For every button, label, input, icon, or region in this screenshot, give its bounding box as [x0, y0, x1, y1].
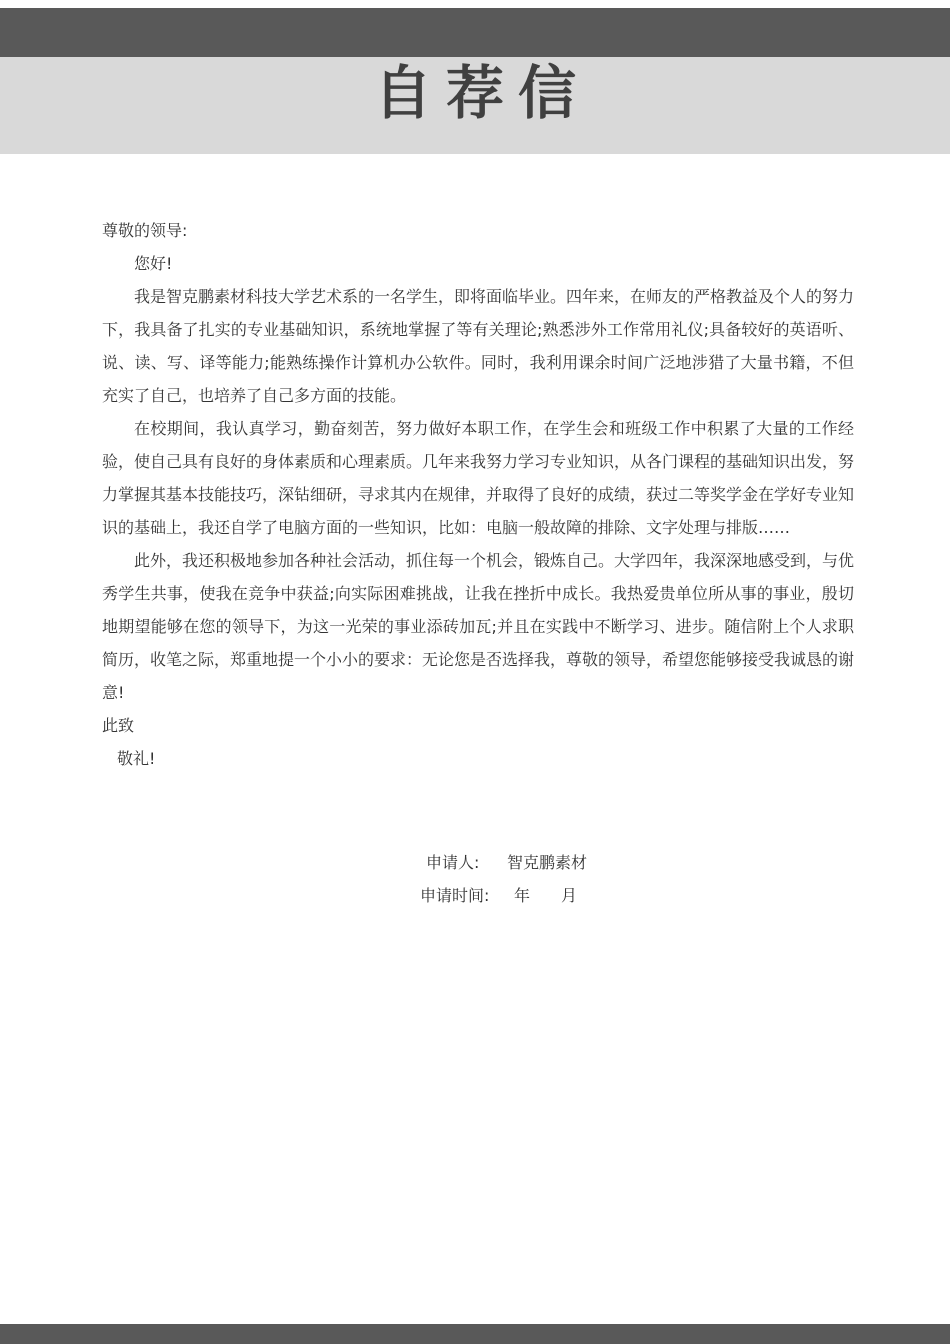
year-label: 年: [514, 886, 531, 905]
greeting: 您好!: [134, 254, 173, 273]
top-header-bar: [0, 8, 950, 57]
closing: 此致: [102, 716, 135, 735]
paragraph-school: 在校期间，我认真学习，勤奋刻苦，努力做好本职工作，在学生会和班级工作中积累了大量的工作经验，使自己具有良好的身体素质和心理素质。几年来我努力学习专业知识，从各门课程的基础知识出发，努力掌握其基本技能技巧，深钻细研，寻求其内在规律，并取得了良好的成绩，获过二等奖学金在学好专业知识的基础上，我还自学了电脑方面的一些知识，比如：电脑一般故障的排除、文字处理与排版……: [102, 419, 855, 537]
page-title: 自荐信: [373, 59, 590, 127]
date-row: [0, 879, 950, 912]
applicant-label: 申请人:: [426, 853, 480, 872]
letter-body: [102, 214, 854, 775]
applicant-name: 智克鹏素材: [507, 853, 588, 872]
month-label: 月: [561, 886, 578, 905]
paragraph-intro: 我是智克鹏素材科技大学艺术系的一名学生，即将面临毕业。四年来，在师友的严格教益及个人的努力下，我具备了扎实的专业基础知识，系统地掌握了等有关理论;熟悉涉外工作常用礼仪;具备较好的英语听、说、读、写、译等能力;能熟练操作计算机办公软件。同时，我利用课余时间广泛地涉猎了大量书籍，不但充实了自己，也培养了自己多方面的技能。: [102, 287, 855, 405]
signature-block: [0, 846, 950, 912]
bottom-footer-bar: [0, 1324, 950, 1344]
salutation: 尊敬的领导:: [102, 221, 188, 240]
paragraph-activities: 此外，我还积极地参加各种社会活动，抓住每一个机会，锻炼自己。大学四年，我深深地感受到，与优秀学生共事，使我在竞争中获益;向实际困难挑战，让我在挫折中成长。我热爱贵单位所从事的事业，殷切地期望能够在您的领导下，为这一光荣的事业添砖加瓦;并且在实践中不断学习、进步。随信附上个人求职简历，收笔之际，郑重地提一个小小的要求：无论您是否选择我，尊敬的领导，希望您能够接受我诚恳的谢意!: [102, 551, 855, 702]
date-label: 申请时间:: [420, 886, 490, 905]
applicant-row: [0, 846, 950, 879]
closing-respect: 敬礼!: [117, 749, 156, 768]
